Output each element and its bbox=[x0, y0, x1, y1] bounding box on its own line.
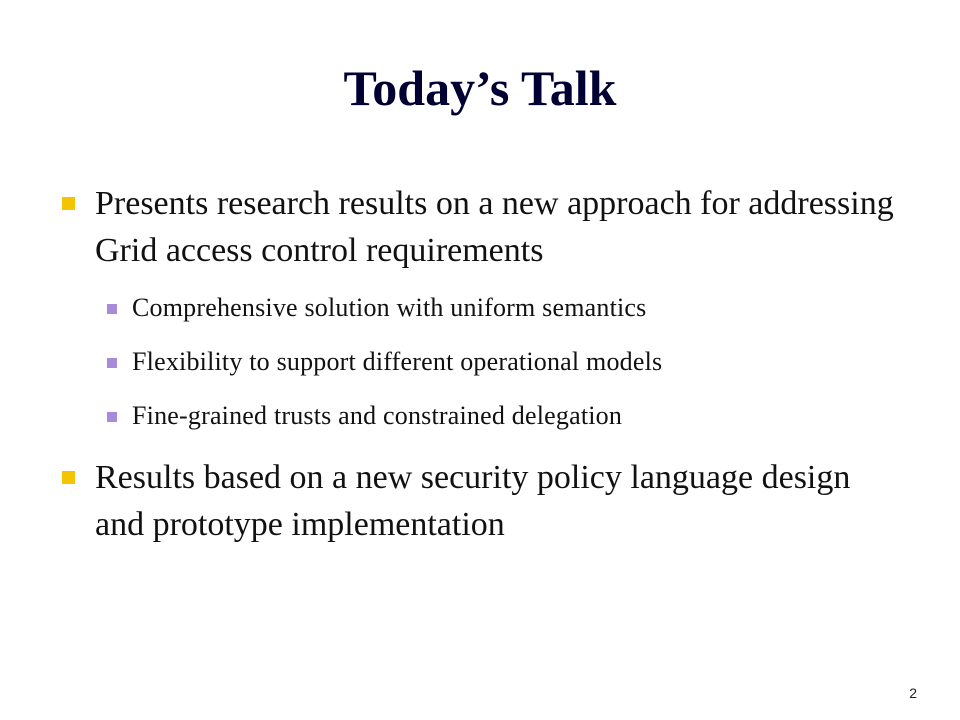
square-bullet-icon bbox=[62, 471, 75, 484]
square-bullet-icon bbox=[107, 412, 117, 422]
subbullet-item-3 bbox=[132, 400, 892, 432]
bullet-text: Results based on a new security policy language design and prototype implementation bbox=[95, 459, 851, 543]
subbullet-item-2 bbox=[132, 346, 892, 378]
subbullet-text: Fine-grained trusts and constrained delegation bbox=[132, 401, 623, 430]
subbullet-item-1 bbox=[132, 292, 892, 324]
page-number: 2 bbox=[909, 685, 917, 701]
square-bullet-icon bbox=[107, 358, 117, 368]
square-bullet-icon bbox=[62, 197, 75, 210]
bullet-text: Presents research results on a new approach for addressing Grid access control requirements bbox=[95, 185, 894, 269]
subbullet-text: Comprehensive solution with uniform semantics bbox=[132, 293, 647, 322]
slide-title: Today’s Talk bbox=[343, 60, 617, 116]
square-bullet-icon bbox=[107, 304, 117, 314]
bullet-item-2 bbox=[95, 454, 895, 548]
bullet-item-1 bbox=[95, 180, 895, 274]
subbullet-text: Flexibility to support different operational models bbox=[132, 347, 663, 376]
